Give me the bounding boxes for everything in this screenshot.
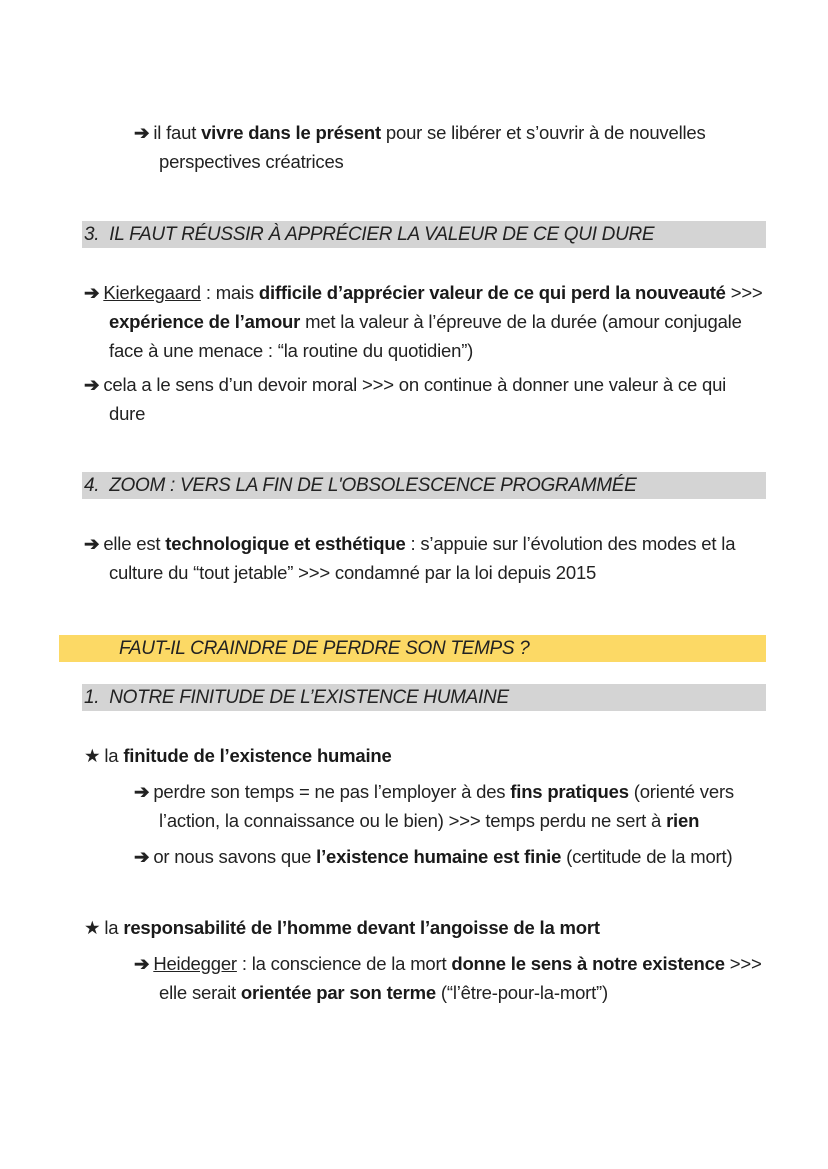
text: : mais <box>200 282 259 303</box>
bold-text: technologique et esthétique <box>165 533 406 554</box>
text: face à une menace : “la routine du quotidien”) <box>109 340 474 361</box>
text: la <box>104 917 124 938</box>
bold-text: expérience de l’amour <box>109 311 301 332</box>
author-name: Kierkegaard <box>103 282 201 303</box>
bold-text: finitude de l’existence humaine <box>123 745 392 766</box>
bullet-kierkegaard-cont-2 <box>109 336 473 365</box>
bullet-kierkegaard <box>84 278 763 307</box>
star-icon: ★ <box>84 745 101 766</box>
bold-text: l’existence humaine est finie <box>316 846 562 867</box>
star-item-responsabilite <box>84 913 600 942</box>
text: dure <box>109 403 146 424</box>
bullet-vivre-present-cont <box>159 147 344 176</box>
bold-text: rien <box>666 810 700 831</box>
text: la <box>104 745 124 766</box>
bullet-perdre-temps-cont <box>159 806 699 835</box>
arrow-icon: ➔ <box>84 282 100 303</box>
section-1-heading <box>84 684 509 711</box>
text: elle serait <box>159 982 241 1003</box>
text: >>> <box>725 282 763 303</box>
heading-title: ZOOM : VERS LA FIN DE L'OBSOLESCENCE PROGRAMMÉE <box>109 475 637 496</box>
text: (“l’être-pour-la-mort”) <box>435 982 608 1003</box>
text: elle est <box>103 533 166 554</box>
bullet-obsolescence-cont <box>109 558 596 587</box>
text: cela a le sens d’un devoir moral >>> on continue à donner une valeur à ce qui <box>103 374 727 395</box>
arrow-icon: ➔ <box>84 533 100 554</box>
arrow-icon: ➔ <box>134 953 150 974</box>
text: perdre son temps = ne pas l’employer à des <box>153 781 511 802</box>
bold-text: donne le sens à notre existence <box>451 953 725 974</box>
bullet-kierkegaard-cont-1 <box>109 307 742 336</box>
arrow-icon: ➔ <box>134 122 150 143</box>
bullet-devoir-moral-cont <box>109 399 145 428</box>
text: il faut <box>153 122 202 143</box>
arrow-icon: ➔ <box>134 781 150 802</box>
text: : la conscience de la mort <box>236 953 452 974</box>
text: (certitude de la mort) <box>561 846 733 867</box>
author-name: Heidegger <box>153 953 237 974</box>
text: l’action, la connaissance ou le bien) >>> temps perdu ne sert à <box>159 810 667 831</box>
arrow-icon: ➔ <box>84 374 100 395</box>
bullet-heidegger-cont <box>159 978 608 1007</box>
chapter-heading <box>119 635 530 662</box>
bullet-existence-finie <box>134 842 732 871</box>
arrow-icon: ➔ <box>134 846 150 867</box>
heading-number: 1. <box>84 687 100 708</box>
section-3-heading <box>84 221 654 248</box>
bold-text: vivre dans le présent <box>201 122 381 143</box>
heading-number: 4. <box>84 475 100 496</box>
bold-text: orientée par son terme <box>240 982 436 1003</box>
text: or nous savons que <box>153 846 317 867</box>
text: : s’appuie sur l’évolution des modes et la <box>405 533 736 554</box>
bold-text: difficile d’apprécier valeur de ce qui perd la nouveauté <box>258 282 726 303</box>
bold-text: fins pratiques <box>510 781 629 802</box>
bullet-heidegger <box>134 949 762 978</box>
heading-title: NOTRE FINITUDE DE L’EXISTENCE HUMAINE <box>109 687 509 708</box>
star-icon: ★ <box>84 917 101 938</box>
star-item-finitude <box>84 741 392 770</box>
bullet-perdre-temps <box>134 777 734 806</box>
heading-title: IL FAUT RÉUSSIR À APPRÉCIER LA VALEUR DE CE QUI DURE <box>109 224 655 245</box>
bullet-vivre-present <box>134 118 706 147</box>
text: met la valeur à l’épreuve de la durée (amour conjugale <box>300 311 742 332</box>
text: >>> <box>724 953 762 974</box>
chapter-title: FAUT-IL CRAINDRE DE PERDRE SON TEMPS ? <box>119 638 530 659</box>
bullet-obsolescence <box>84 529 735 558</box>
text: pour se libérer et s’ouvrir à de nouvelles <box>380 122 706 143</box>
heading-number: 3. <box>84 224 100 245</box>
section-4-heading <box>84 472 637 499</box>
text: perspectives créatrices <box>159 151 344 172</box>
bullet-devoir-moral <box>84 370 726 399</box>
bold-text: responsabilité de l’homme devant l’angoisse de la mort <box>123 917 600 938</box>
text: culture du “tout jetable” >>> condamné par la loi depuis 2015 <box>109 562 597 583</box>
text: (orienté vers <box>628 781 734 802</box>
